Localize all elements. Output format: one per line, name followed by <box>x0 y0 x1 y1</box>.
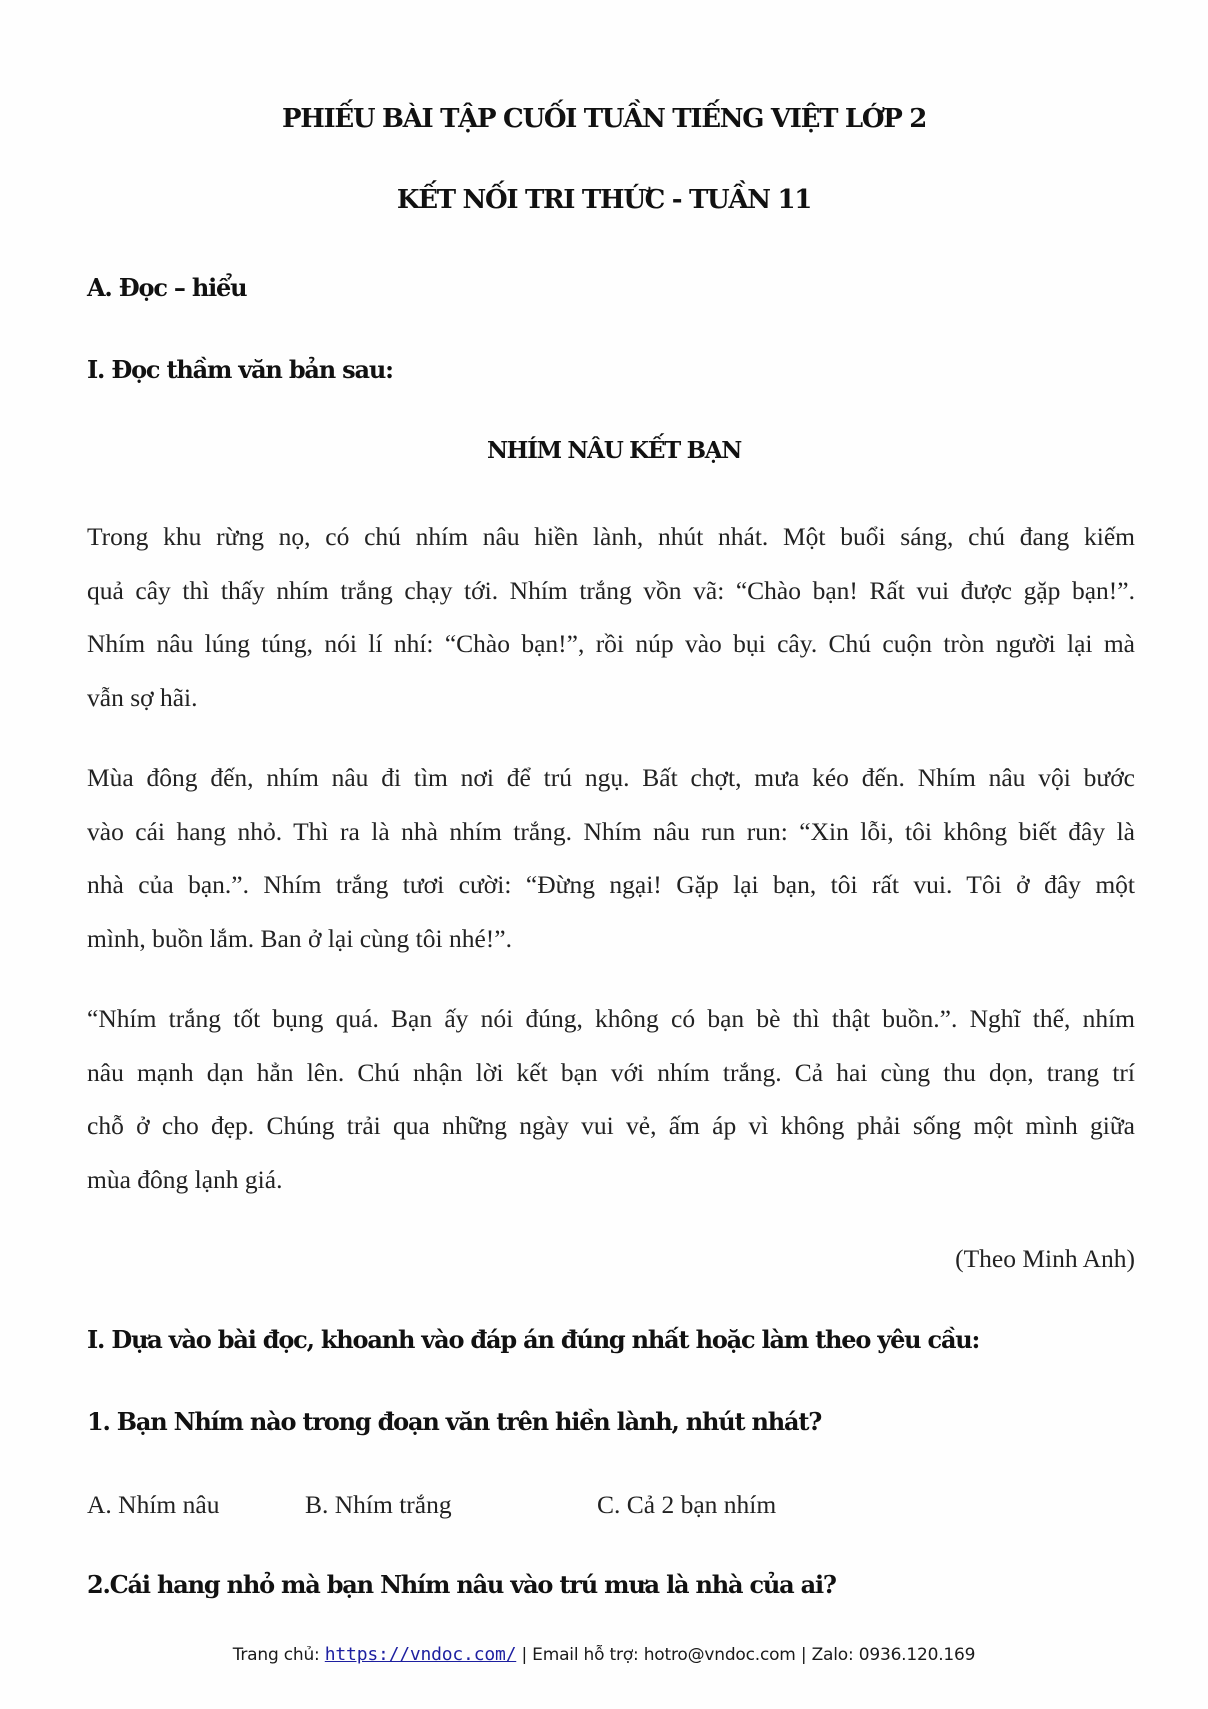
paragraph-line: nhà của bạn.”. Nhím trắng tươi cười: “Đừng ngại! Gặp lại bạn, tôi rất vui. Tôi ở đây một <box>87 870 1135 899</box>
question-2: 2.Cái hang nhỏ mà bạn Nhím nâu vào trú mưa là nhà của ai? <box>87 1570 836 1599</box>
question-1-option-c[interactable]: C. Cả 2 bạn nhím <box>597 1490 777 1519</box>
story-paragraph-2 <box>87 751 1135 965</box>
paragraph-line: chỗ ở cho đẹp. Chúng trải qua những ngày vui vẻ, ấm áp vì không phải sống một mình giữa <box>87 1111 1135 1140</box>
paragraph-line: mình, buồn lắm. Ban ở lại cùng tôi nhé!”. <box>87 923 512 953</box>
paragraph-line: Mùa đông đến, nhím nâu đi tìm nơi để trú ngụ. Bất chợt, mưa kéo đến. Nhím nâu vội bước <box>87 763 1135 792</box>
page-footer <box>0 1644 1208 1665</box>
worksheet-subtitle: KẾT NỐI TRI THỨC - TUẦN 11 <box>396 185 812 215</box>
paragraph-line: “Nhím trắng tốt bụng quá. Bạn ấy nói đúng, không có bạn bè thì thật buồn.”. Nghĩ thế, nhím <box>87 1004 1135 1033</box>
paragraph-line: mùa đông lạnh giá. <box>87 1164 283 1194</box>
paragraph-line: quả cây thì thấy nhím trắng chạy tới. Nhím trắng vồn vã: “Chào bạn! Rất vui được gặp bạn!”. <box>87 575 1135 605</box>
paragraph-line: vào cái hang nhỏ. Thì ra là nhà nhím trắng. Nhím nâu run run: “Xin lỗi, tôi không biết đây là <box>87 816 1135 846</box>
paragraph-line: vẫn sợ hãi. <box>87 682 198 712</box>
story-paragraph-3 <box>87 992 1135 1206</box>
story-author: (Theo Minh Anh) <box>955 1244 1135 1273</box>
story-paragraph-1 <box>87 510 1135 724</box>
question-1-option-b[interactable]: B. Nhím trắng <box>305 1490 452 1519</box>
question-1: 1. Bạn Nhím nào trong đoạn văn trên hiền lành, nhút nhát? <box>87 1407 822 1436</box>
story-title: NHÍM NÂU KẾT BẠN <box>486 437 742 464</box>
footer-home-label: Trang chủ: <box>232 1645 325 1665</box>
questions-instruction-heading: I. Dựa vào bài đọc, khoanh vào đáp án đúng nhất hoặc làm theo yêu cầu: <box>87 1325 980 1354</box>
paragraph-line: nâu mạnh dạn hẳn lên. Chú nhận lời kết bạn với nhím trắng. Cả hai cùng thu dọn, trang trí <box>87 1057 1135 1087</box>
paragraph-line: Nhím nâu lúng túng, nói lí nhí: “Chào bạn!”, rồi núp vào bụi cây. Chú cuộn tròn người lại mà <box>87 629 1135 658</box>
paragraph-line: Trong khu rừng nọ, có chú nhím nâu hiền lành, nhút nhát. Một buổi sáng, chú đang kiếm <box>87 522 1135 551</box>
worksheet-title: PHIẾU BÀI TẬP CUỐI TUẦN TIẾNG VIỆT LỚP 2 <box>281 104 927 134</box>
reading-instruction-heading: I. Đọc thầm văn bản sau: <box>87 355 393 384</box>
footer-contact-text: | Email hỗ trợ: hotro@vndoc.com | Zalo: 0936.120.169 <box>516 1645 976 1665</box>
question-1-option-a[interactable]: A. Nhím nâu <box>87 1490 220 1519</box>
section-a-heading: A. Đọc – hiểu <box>87 273 247 302</box>
footer-home-link[interactable]: https://vndoc.com/ <box>324 1644 517 1665</box>
